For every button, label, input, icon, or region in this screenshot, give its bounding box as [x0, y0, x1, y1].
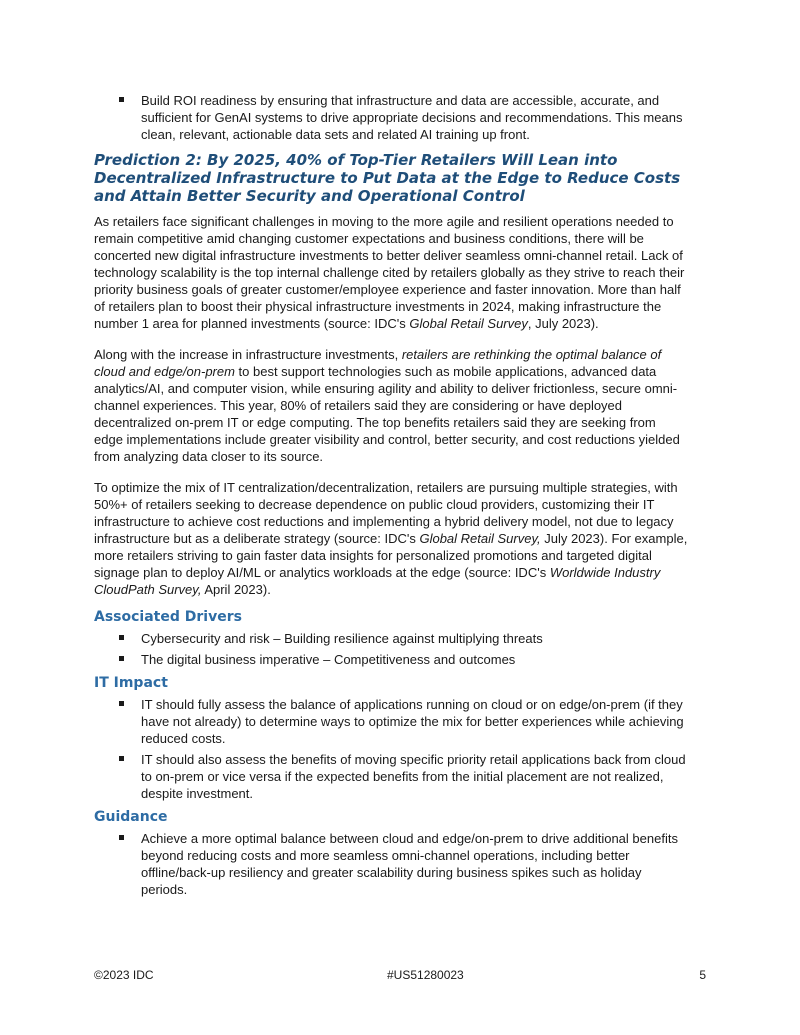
square-bullet-icon [119, 756, 124, 761]
driver-term: Cybersecurity and risk [141, 631, 270, 646]
associated-drivers-list [94, 630, 688, 668]
list-item [94, 751, 688, 802]
source-title: Global Retail Survey, [419, 531, 541, 546]
paragraph-text: April 2023). [201, 582, 271, 597]
guidance-text: Achieve a more optimal balance between cloud and edge/on-prem to drive additional benefits beyond reducing costs and more seamless omni-channel operations, including better offline/back-up resiliency and greater scalability during business spikes such as holiday periods. [141, 831, 678, 897]
list-item [94, 651, 688, 668]
paragraph-text: To optimize the mix of IT centralization/decentralization, retailers are pursuing multiple strategies, with 50%+ of retailers seeking to decrease dependence on public cloud providers, customizing their IT infrastructure to achieve cost reductions and implementing a hybrid delivery model, not due to legacy infrastructure but as a deliberate strategy (source: IDC's [94, 480, 678, 546]
paragraph-text: to best support technologies such as mobile applications, advanced data analytics/AI, and computer vision, while ensuring agility and ability to deliver frictionless, secure omni-channel experiences. This year, 80% of retailers said they are considering or have deployed decentralized on-prem IT or edge computing. The top benefits retailers said they are seeking from edge implementations include greater visibility and control, better security, and cost reductions yielded from analyzing data closer to its source. [94, 364, 680, 464]
driver-description: – Competitiveness and outcomes [319, 652, 516, 667]
paragraph-cloud-edge-balance [94, 346, 688, 465]
document-page [94, 92, 688, 902]
paragraph-text: Along with the increase in infrastructure investments, [94, 347, 402, 362]
square-bullet-icon [119, 97, 124, 102]
it-impact-text: IT should also assess the benefits of moving specific priority retail applications back from cloud to on-prem or vice versa if the expected benefits from the initial placement are not realized, despite investment. [141, 752, 686, 801]
driver-description: – Building resilience against multiplying threats [269, 631, 543, 646]
source-title: Worldwide Industry CloudPath Survey, [94, 565, 661, 597]
list-item [94, 696, 688, 747]
footer-document-id: #US51280023 [387, 968, 464, 982]
paragraph-text: As retailers face significant challenges in moving to the more agile and resilient operations needed to remain competitive amid changing customer expectations and business conditions, there will be concerted new digital infrastructure investments to better deliver seamless omni-channel retail. Lack of technology scalability is the top internal challenge cited by retailers globally as they strive to reach their priority business goals of greater customer/employee experience and faster innovation. More than half of retailers plan to boost their physical infrastructure investments in 2024, making infrastructure the number 1 area for planned investments (source: IDC's [94, 214, 685, 331]
square-bullet-icon [119, 635, 124, 640]
guidance-list [94, 830, 688, 898]
square-bullet-icon [119, 656, 124, 661]
emphasis-text: retailers are rethinking the optimal balance of cloud and edge/on-prem [94, 347, 662, 379]
paragraph-text: July 2023). For example, more retailers striving to gain faster data insights for personalized promotions and targeted digital signage plan to deploy AI/ML or analytics workloads at the edge (source: IDC's [94, 531, 688, 580]
guidance-heading: Guidance [94, 809, 168, 825]
footer-page-number: 5 [699, 968, 706, 982]
list-item [94, 830, 688, 898]
it-impact-list [94, 696, 688, 802]
source-title: Global Retail Survey [409, 316, 528, 331]
prediction-heading: Prediction 2: By 2025, 40% of Top-Tier Retailers Will Lean into Decentralized Infrastructure to Put Data at the Edge to Reduce Costs and Attain Better Security and Operational Control [94, 151, 681, 205]
it-impact-text: IT should fully assess the balance of applications running on cloud or on edge/on-prem (if they have not already) to determine ways to optimize the mix for better experiences while achieving reduced costs. [141, 697, 684, 746]
paragraph-infrastructure-investments [94, 213, 688, 332]
paragraph-optimization-strategies [94, 479, 688, 598]
list-item [94, 630, 688, 647]
driver-term: The digital business imperative [141, 652, 320, 667]
list-item [94, 92, 688, 143]
paragraph-text: , July 2023). [527, 316, 599, 331]
square-bullet-icon [119, 701, 124, 706]
intro-bullet-text: Build ROI readiness by ensuring that infrastructure and data are accessible, accurate, and sufficient for GenAI systems to drive appropriate decisions and recommendations. This means clean, relevant, actionable data sets and related AI training up front. [141, 93, 683, 142]
intro-bullet-list [94, 92, 688, 143]
footer-copyright: ©2023 IDC [94, 968, 154, 982]
associated-drivers-heading: Associated Drivers [94, 609, 242, 625]
square-bullet-icon [119, 835, 124, 840]
it-impact-heading: IT Impact [94, 675, 168, 691]
